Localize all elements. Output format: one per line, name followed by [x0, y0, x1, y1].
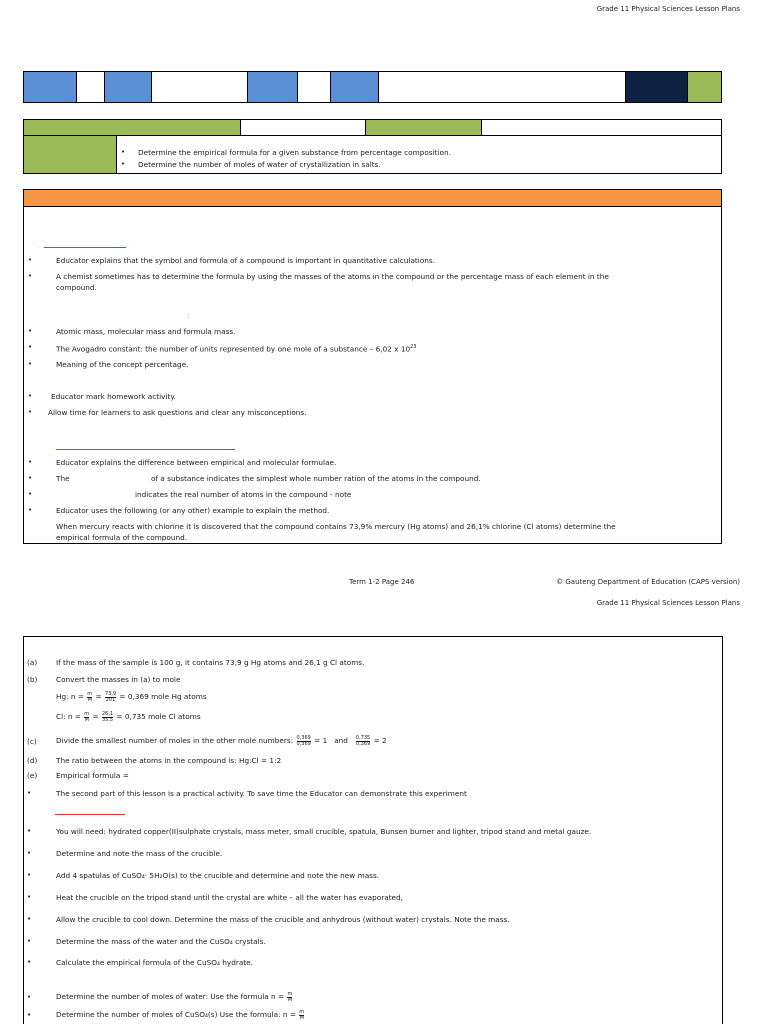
subheading-underline — [55, 814, 125, 815]
bullet: • — [27, 993, 32, 1001]
topic-cell-1 — [24, 120, 241, 136]
bullet: • — [28, 408, 33, 416]
copyright: © Gauteng Department of Education (CAPS version) — [556, 578, 740, 586]
objective-2: Determine the number of moles of water of crystallization in salts. — [138, 160, 381, 169]
practical-step-6: Determine the mass of the water and the CuSO₄ crystals. — [56, 937, 266, 946]
denominator: M — [84, 716, 89, 723]
fraction-c1 — [297, 736, 311, 747]
and-text: and — [334, 736, 348, 745]
practical-intro: The second part of this lesson is a practical activity. To save time the Educator can demonstrate this experiment — [56, 789, 467, 798]
example-line-2: empirical formula of the compound. — [56, 533, 188, 542]
bullet: • — [121, 160, 126, 168]
bullet: • — [28, 327, 33, 335]
bullet: • — [27, 827, 32, 835]
numerator: 26,1 — [101, 710, 114, 717]
bullet: • — [27, 958, 32, 966]
fraction-hg — [105, 692, 116, 703]
fraction-m-over-M — [299, 1010, 304, 1021]
info-cell-9 — [626, 72, 688, 102]
prior-knowledge-2 — [56, 343, 417, 353]
example-line-1: When mercury reacts with chlorine it is discovered that the compound contains 73,9% mercury (Hg atoms) and 26,1% chlorine (Cl atoms) determine the — [56, 522, 616, 531]
step-e-text: Empirical formula = — [56, 771, 129, 780]
numerator: 0,369 — [296, 734, 311, 741]
step-c-text — [56, 733, 387, 749]
denominator: 201 — [105, 696, 116, 703]
main-line-3: indicates the real number of atoms in the compound - note — [135, 490, 352, 499]
intro-line-3: compound. — [56, 283, 97, 292]
colon-mark: : — [187, 311, 190, 320]
homework-1: Educator mark homework activity. — [51, 392, 176, 401]
info-cell-8 — [379, 72, 626, 102]
intro-line-2: A chemist sometimes has to determine the formula by using the masses of the atoms in the compound or the percentage mass of each element in the — [56, 272, 609, 281]
bullet: • — [28, 474, 33, 482]
bullet: • — [28, 360, 33, 368]
denominator: 35,5 — [101, 716, 114, 723]
bullet: • — [27, 937, 32, 945]
hg-prefix: Hg: n = — [56, 692, 84, 701]
denominator: M — [87, 696, 92, 703]
practical-step-5: Allow the crucible to cool down. Determine the mass of the crucible and anhydrous (without water) crystals. Note the mass. — [56, 915, 510, 924]
denominator: 0,369 — [355, 740, 371, 747]
bullet: • — [28, 256, 33, 264]
main-line-4: Educator uses the following (or any other) example to explain the method. — [56, 506, 330, 515]
avogadro-exponent: 23 — [410, 344, 417, 350]
section-header-bar — [24, 190, 721, 207]
bullet: • — [27, 871, 32, 879]
bullet: • — [121, 148, 126, 156]
step-b-label: (b) — [27, 675, 38, 684]
fraction-cl — [102, 712, 113, 723]
bullet: • — [28, 343, 33, 351]
objective-1: Determine the empirical formula for a given substance from percentage composition. — [138, 148, 451, 157]
practical-step-7: Calculate the empirical formula of the CuSO₄ hydrate. — [56, 958, 253, 967]
info-cell-4 — [152, 72, 248, 102]
page-header-title: Grade 11 Physical Sciences Lesson Plans — [596, 599, 740, 607]
step-b-text: Convert the masses in (a) to mole — [56, 675, 181, 684]
numerator: 0,735 — [355, 734, 371, 741]
bullet: • — [27, 915, 32, 923]
bullet: • — [27, 789, 32, 797]
practical-step-1: You will need: hydrated copper(II)sulphate crystals, mass meter, small crucible, spatula, Bunsen burner and lighter, tripod stand and metal gauze. — [56, 827, 592, 836]
step-d-label: (d) — [27, 756, 38, 765]
prior-knowledge-2-text: The Avogadro constant: the number of units represented by one mole of a substance – 6,02 x 10 — [56, 344, 411, 354]
topic-cell-4 — [482, 120, 721, 136]
page-header-title: Grade 11 Physical Sciences Lesson Plans — [596, 5, 740, 13]
page2-top-rule — [23, 636, 722, 637]
page2-left-rule — [23, 636, 24, 1024]
main-line-2a: The — [56, 474, 70, 483]
ratio-result-1: = 1 — [314, 736, 328, 745]
main-line-1: Educator explains the difference between empirical and molecular formulae. — [56, 458, 337, 467]
lesson-info-bar — [23, 71, 722, 103]
step-c-sentence: Divide the smallest number of moles in the other mole numbers: — [56, 736, 294, 745]
moles-cuso4-step — [56, 1007, 305, 1023]
practical-step-3: Add 4 spatulas of CuSO₄· 5H₂O(s) to the crucible and determine and note the new mass. — [56, 871, 380, 880]
numerator: 73,9 — [104, 690, 117, 697]
numerator: m — [299, 1008, 305, 1015]
hg-result: = 0,369 mole Hg atoms — [119, 692, 207, 701]
info-cell-6 — [298, 72, 331, 102]
main-line-2b: of a substance indicates the simplest whole number ration of the atoms in the compound. — [151, 474, 481, 483]
step-a-text: If the mass of the sample is 100 g, it contains 73,9 g Hg atoms and 26,1 g Cl atoms. — [56, 658, 365, 667]
homework-2: Allow time for learners to ask questions and clear any misconceptions. — [48, 408, 307, 417]
numerator: m — [84, 710, 90, 717]
info-cell-1 — [24, 72, 77, 102]
info-cell-2 — [77, 72, 105, 102]
objectives-label-cell — [24, 136, 117, 173]
bullet: • — [28, 272, 33, 280]
fraction-m-over-M — [84, 712, 89, 723]
equals: = — [92, 712, 99, 721]
fraction-c2 — [356, 736, 370, 747]
practical-step-2: Determine and note the mass of the crucible. — [56, 849, 223, 858]
moles-water-step — [56, 989, 293, 1005]
step-d-text: The ratio between the atoms in the compound is: Hg:Cl = 1:2 — [56, 756, 282, 765]
info-cell-7 — [331, 72, 379, 102]
denominator: M — [299, 1014, 304, 1021]
fraction-m-over-M — [87, 692, 92, 703]
bullet: • — [28, 458, 33, 466]
numerator: m — [287, 990, 293, 997]
info-cell-5 — [248, 72, 298, 102]
bullet: • — [28, 392, 33, 400]
moles-water-text: Determine the number of moles of water: Use the formula n = — [56, 992, 285, 1001]
ratio-result-2: = 2 — [373, 736, 387, 745]
numerator: m — [87, 690, 93, 697]
denominator: M — [287, 996, 293, 1003]
hg-calculation — [56, 689, 207, 705]
prior-knowledge-3: Meaning of the concept percentage. — [56, 360, 189, 369]
page2-right-rule — [722, 636, 723, 1024]
moles-cuso4-text: Determine the number of moles of CuSO₄(s) Use the formula: n = — [56, 1010, 296, 1019]
bullet: • — [28, 490, 33, 498]
topic-cell-2 — [241, 120, 366, 136]
bullet: • — [27, 849, 32, 857]
subheading-underline — [56, 449, 235, 450]
info-cell-10 — [688, 72, 721, 102]
objectives-table — [23, 119, 722, 174]
info-cell-3 — [105, 72, 152, 102]
equals: = — [95, 692, 102, 701]
denominator: 0,369 — [296, 740, 311, 747]
fraction-m-over-M — [287, 992, 292, 1003]
step-a-label: (a) — [27, 658, 38, 667]
cl-prefix: Cl: n = — [56, 712, 81, 721]
cl-result: = 0,735 mole Cl atoms — [116, 712, 201, 721]
subheading-underline — [44, 247, 126, 248]
practical-step-4: Heat the crucible on the tripod stand until the crystal are white – all the water has evaporated, — [56, 893, 403, 902]
bullet: • — [28, 506, 33, 514]
step-e-label: (e) — [27, 771, 38, 780]
topic-cell-3 — [366, 120, 482, 136]
lesson-content-box — [23, 189, 722, 544]
cl-calculation — [56, 709, 201, 725]
intro-line-1: Educator explains that the symbol and formula of a compound is important in quantitative calculations. — [56, 256, 436, 265]
bullet: • — [27, 1011, 32, 1019]
bullet: • — [27, 893, 32, 901]
page-number: Term 1-2 Page 246 — [349, 578, 415, 586]
prior-knowledge-1: Atomic mass, molecular mass and formula mass. — [56, 327, 236, 336]
step-c-label: (c) — [27, 737, 37, 746]
